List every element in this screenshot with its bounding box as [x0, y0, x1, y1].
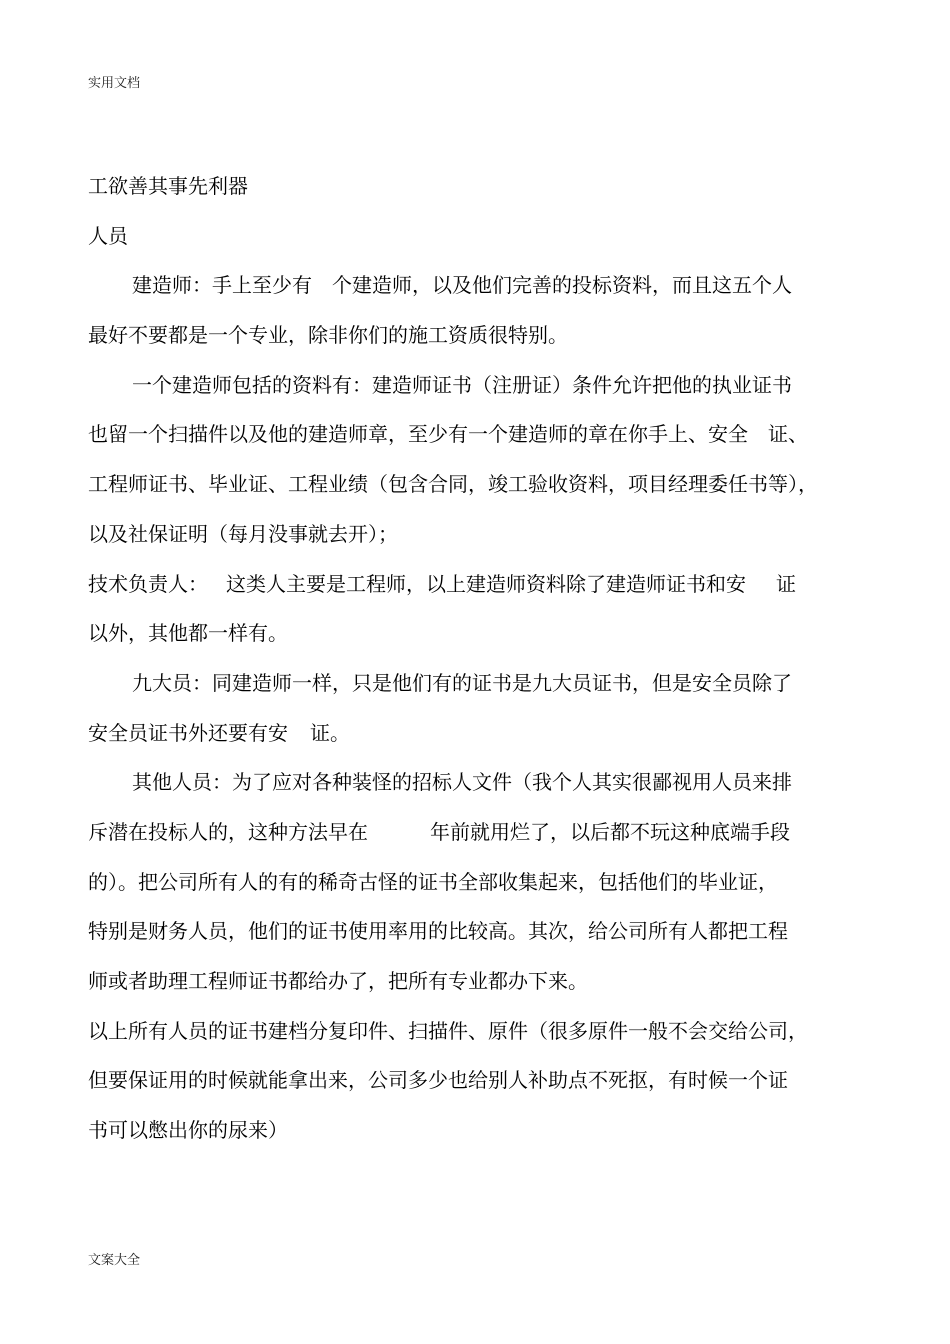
paragraph-line: 最好不要都是一个专业，除非你们的施工资质很特别。: [88, 323, 568, 348]
section-heading-personnel: 人员: [88, 223, 128, 248]
paragraph-line: 特别是财务人员，他们的证书使用率用的比较高。其次，给公司所有人都把工程: [88, 919, 788, 944]
paragraph-line: 以及社保证明（每月没事就去开）；: [88, 521, 398, 546]
paragraph-line: 以外，其他都一样有。: [88, 621, 288, 646]
paragraph-line: 也留一个扫描件以及他的建造师章，至少有一个建造师的章在你手上、安全 证、: [88, 422, 808, 447]
page-header: 实用文档: [88, 76, 141, 91]
paragraph-line: 的）。把公司所有人的有的稀奇古怪的证书全部收集起来，包括他们的毕业证，: [88, 869, 778, 894]
paragraph-line: 斥潜在投标人的，这种方法早在 年前就用烂了，以后都不玩这种底端手段: [88, 819, 790, 844]
paragraph-line: 书可以憋出你的尿来）: [88, 1118, 288, 1143]
document-body: [88, 162, 868, 1156]
paragraph-line: 一个建造师包括的资料有：建造师证书（注册证）条件允许把他的执业证书: [132, 372, 792, 397]
page-footer: 文案大全: [88, 1253, 141, 1268]
paragraph-line: 其他人员：为了应对各种装怪的招标人文件（我个人其实很鄙视用人员来排: [132, 770, 792, 795]
paragraph-line: 师或者助理工程师证书都给办了，把所有专业都办下来。: [88, 969, 588, 993]
paragraph-line: 但要保证用的时候就能拿出来，公司多少也给别人补助点不死抠，有时候一个证: [88, 1068, 788, 1093]
paragraph-line: 技术负责人： 这类人主要是工程师，以上建造师资料除了建造师证书和安 证: [88, 571, 796, 596]
document-title: 工欲善其事先利器: [88, 174, 248, 198]
paragraph-line: 工程师证书、毕业证、工程业绩（包含合同，竣工验收资料，项目经理委任书等），: [88, 472, 818, 497]
paragraph-line: 以上所有人员的证书建档分复印件、扫描件、原件（很多原件一般不会交给公司，: [88, 1018, 808, 1043]
paragraph-line: 建造师：手上至少有 个建造师，以及他们完善的投标资料，而且这五个人: [132, 273, 792, 298]
paragraph-line: 九大员：同建造师一样，只是他们有的证书是九大员证书，但是安全员除了: [132, 670, 792, 695]
paragraph-line: 安全员证书外还要有安 证。: [88, 720, 350, 745]
